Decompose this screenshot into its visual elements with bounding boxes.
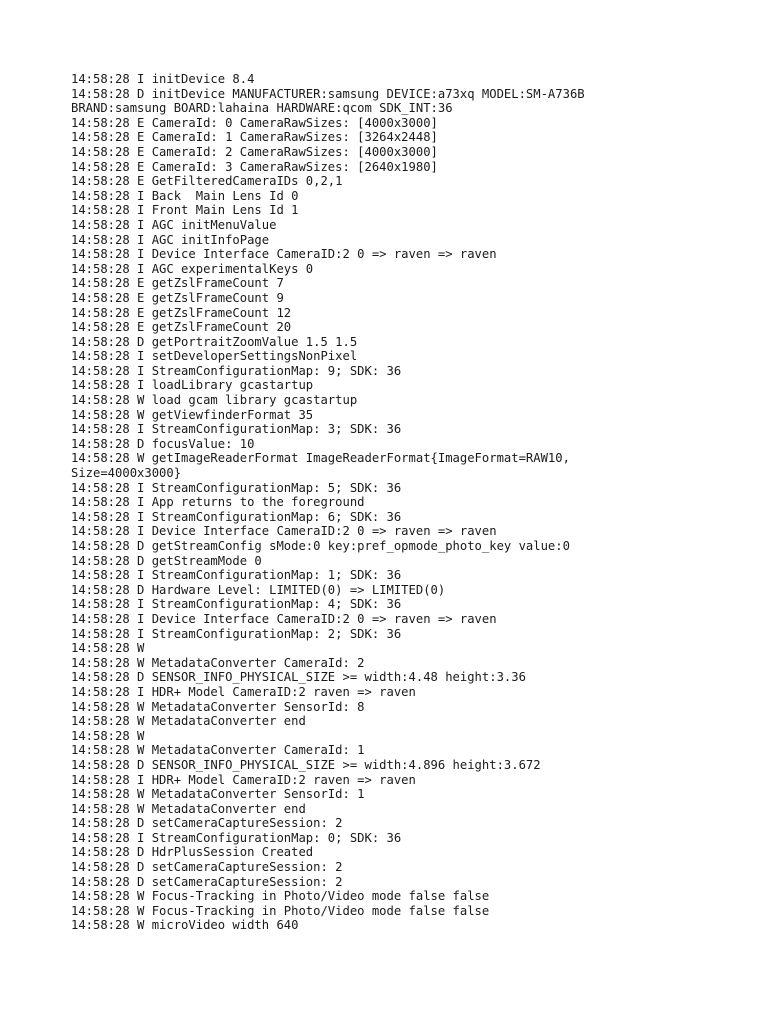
log-line: 14:58:28 D getStreamMode 0: [71, 553, 262, 568]
log-line: 14:58:28 W MetadataConverter SensorId: 8: [71, 699, 365, 714]
log-line: 14:58:28 W getViewfinderFormat 35: [71, 407, 314, 422]
log-line: 14:58:28 I AGC initInfoPage: [71, 232, 270, 247]
log-line: 14:58:28 W microVideo width 640: [71, 918, 299, 933]
log-line: 14:58:28 I Device Interface CameraID:2 0 => raven => raven: [71, 524, 497, 539]
log-line: BRAND:samsung BOARD:lahaina HARDWARE:qcom SDK_INT:36: [71, 101, 453, 116]
log-line: 14:58:28 D getStreamConfig sMode:0 key:pref_opmode_photo_key value:0: [71, 539, 570, 553]
log-line: 14:58:28 I HDR+ Model CameraID:2 raven => raven: [71, 684, 416, 699]
log-line: 14:58:28 D focusValue: 10: [71, 436, 255, 451]
log-line: 14:58:28 E getZslFrameCount 20: [71, 320, 292, 335]
log-line: 14:58:28 I StreamConfigurationMap: 3; SDK: 36: [71, 422, 402, 437]
log-line: 14:58:28 W Focus-Tracking in Photo/Video mode false false: [71, 903, 490, 918]
log-line: 14:58:28 I StreamConfigurationMap: 4; SDK: 36: [71, 597, 402, 612]
log-line: 14:58:28 W MetadataConverter SensorId: 1: [71, 787, 365, 802]
log-output: [71, 72, 711, 933]
log-line: 14:58:28 I StreamConfigurationMap: 2; SDK: 36: [71, 626, 402, 641]
log-line: 14:58:28 I Front Main Lens Id 1: [71, 203, 299, 218]
log-line: 14:58:28 W MetadataConverter CameraId: 1: [71, 743, 365, 758]
log-line: 14:58:28 W MetadataConverter end: [71, 714, 306, 729]
log-line: 14:58:28 I loadLibrary gcastartup: [71, 378, 314, 393]
log-line: 14:58:28 I StreamConfigurationMap: 0; SDK: 36: [71, 830, 402, 845]
log-line: 14:58:28 E CameraId: 2 CameraRawSizes: [4000x3000]: [71, 144, 438, 159]
log-line: 14:58:28 D Hardware Level: LIMITED(0) => LIMITED(0): [71, 582, 446, 597]
log-line: 14:58:28 W load gcam library gcastartup: [71, 393, 358, 408]
log-line: 14:58:28 E GetFilteredCameraIDs 0,2,1: [71, 174, 343, 189]
log-line: 14:58:28 D setCameraCaptureSession: 2: [71, 874, 343, 889]
log-line: 14:58:28 I Back Main Lens Id 0: [71, 188, 299, 203]
log-line: 14:58:28 W getImageReaderFormat ImageReaderFormat{ImageFormat=RAW10,: [71, 451, 570, 466]
log-line: 14:58:28 W Focus-Tracking in Photo/Video mode false false: [71, 889, 490, 904]
log-line: 14:58:28 D setCameraCaptureSession: 2: [71, 816, 343, 831]
log-line: Size=4000x3000}: [71, 466, 182, 481]
log-line: 14:58:28 W: [71, 728, 145, 743]
log-line: 14:58:28 D SENSOR_INFO_PHYSICAL_SIZE >= width:4.896 height:3.672: [71, 757, 541, 772]
log-line: 14:58:28 I App returns to the foreground: [71, 495, 365, 510]
log-line: 14:58:28 D SENSOR_INFO_PHYSICAL_SIZE >= width:4.48 height:3.36: [71, 670, 526, 685]
log-line: 14:58:28 W: [71, 641, 145, 656]
log-line: 14:58:28 E getZslFrameCount 7: [71, 276, 284, 291]
log-line: 14:58:28 E CameraId: 3 CameraRawSizes: [2640x1980]: [71, 159, 438, 174]
log-line: 14:58:28 I AGC experimentalKeys 0: [71, 261, 314, 276]
log-line: 14:58:28 D HdrPlusSession Created: [71, 845, 314, 860]
log-line: 14:58:28 I setDeveloperSettingsNonPixel: [71, 349, 358, 364]
log-line: 14:58:28 I HDR+ Model CameraID:2 raven => raven: [71, 772, 416, 787]
log-line: 14:58:28 I StreamConfigurationMap: 1; SDK: 36: [71, 568, 402, 583]
log-line: 14:58:28 D setCameraCaptureSession: 2: [71, 860, 343, 875]
log-line: 14:58:28 E getZslFrameCount 9: [71, 290, 284, 305]
log-line: 14:58:28 I AGC initMenuValue: [71, 217, 277, 232]
log-line: 14:58:28 E getZslFrameCount 12: [71, 305, 292, 320]
log-line: 14:58:28 D initDevice MANUFACTURER:samsung DEVICE:a73xq MODEL:SM-A736B: [71, 86, 585, 101]
log-line: 14:58:28 W MetadataConverter CameraId: 2: [71, 655, 365, 670]
log-line: 14:58:28 I StreamConfigurationMap: 5; SDK: 36: [71, 480, 402, 495]
log-line: 14:58:28 I StreamConfigurationMap: 9; SDK: 36: [71, 363, 402, 378]
log-line: 14:58:28 E CameraId: 1 CameraRawSizes: [3264x2448]: [71, 130, 438, 145]
log-line: 14:58:28 I Device Interface CameraID:2 0 => raven => raven: [71, 611, 497, 626]
log-line: 14:58:28 I Device Interface CameraID:2 0 => raven => raven: [71, 247, 497, 262]
log-line: 14:58:28 I initDevice 8.4: [71, 72, 255, 86]
log-line: 14:58:28 D getPortraitZoomValue 1.5 1.5: [71, 334, 358, 349]
log-line: 14:58:28 I StreamConfigurationMap: 6; SDK: 36: [71, 509, 402, 524]
log-line: 14:58:28 E CameraId: 0 CameraRawSizes: [4000x3000]: [71, 115, 438, 130]
log-line: 14:58:28 W MetadataConverter end: [71, 801, 306, 816]
